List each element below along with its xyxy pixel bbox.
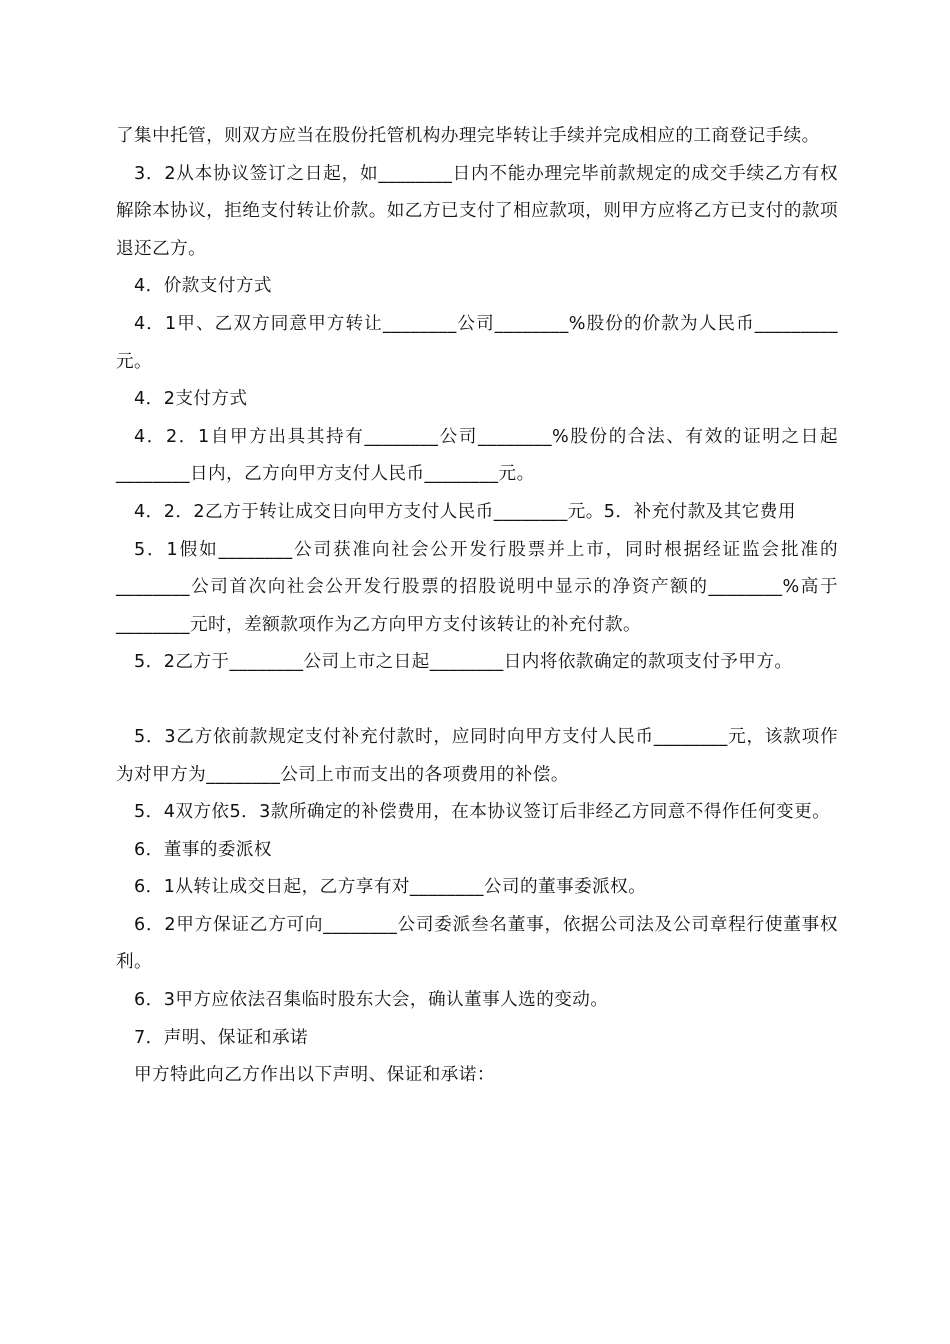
clause-4-2-1: 4．2．1自甲方出具其持有________公司________%股份的合法、有效的证明之日起________日内，乙方向甲方支付人民币________元。 [116, 426, 838, 485]
section-4-heading: 4．价款支付方式 [134, 276, 272, 297]
clause-4-2-2: 4．2．2乙方于转让成交日向甲方支付人民币________元。5．补充付款及其它费用 [134, 501, 796, 522]
declaration-intro: 甲方特此向乙方作出以下声明、保证和承诺： [134, 1065, 495, 1086]
clause-5-4: 5．4双方依5．3款所确定的补偿费用，在本协议签订后非经乙方同意不得作任何变更。 [134, 802, 831, 823]
clause-3-2: 3．2从本协议签订之日起，如________日内不能办理完毕前款规定的成交手续乙方有权解除本协议，拒绝支付转让价款。如乙方已支付了相应款项，则甲方应将乙方已支付的款项退还乙方。 [116, 163, 838, 259]
clause-4-2: 4．2支付方式 [134, 389, 248, 410]
section-7-heading: 7．声明、保证和承诺 [134, 1027, 309, 1048]
paragraph-continuation: 了集中托管，则双方应当在股份托管机构办理完毕转让手续并完成相应的工商登记手续。 [116, 126, 820, 146]
clause-6-1: 6．1从转让成交日起，乙方享有对________公司的董事委派权。 [134, 877, 647, 898]
clause-5-2: 5．2乙方于________公司上市之日起________日内将依款确定的款项支付予甲方。 [134, 652, 793, 673]
clause-5-1: 5．1假如________公司获准向社会公开发行股票并上市，同时根据经证监会批准的________公司首次向社会公开发行股票的招股说明中显示的净资产额的________%高于________元时，差额款项作为乙方向甲方支付该转让的补充付款。 [116, 539, 838, 635]
clause-6-2: 6．2甲方保证乙方可向________公司委派叁名董事，依据公司法及公司章程行使董事权利。 [116, 914, 838, 973]
document-page [116, 118, 838, 1095]
clause-6-3: 6．3甲方应依法召集临时股东大会，确认董事人选的变动。 [134, 990, 609, 1011]
section-6-heading: 6．董事的委派权 [134, 839, 272, 860]
clause-5-3: 5．3乙方依前款规定支付补充付款时，应同时向甲方支付人民币________元，该款项作为对甲方为________公司上市而支出的各项费用的补偿。 [116, 726, 838, 785]
clause-4-1: 4．1甲、乙双方同意甲方转让________公司________%股份的价款为人民币_________元。 [116, 313, 838, 372]
